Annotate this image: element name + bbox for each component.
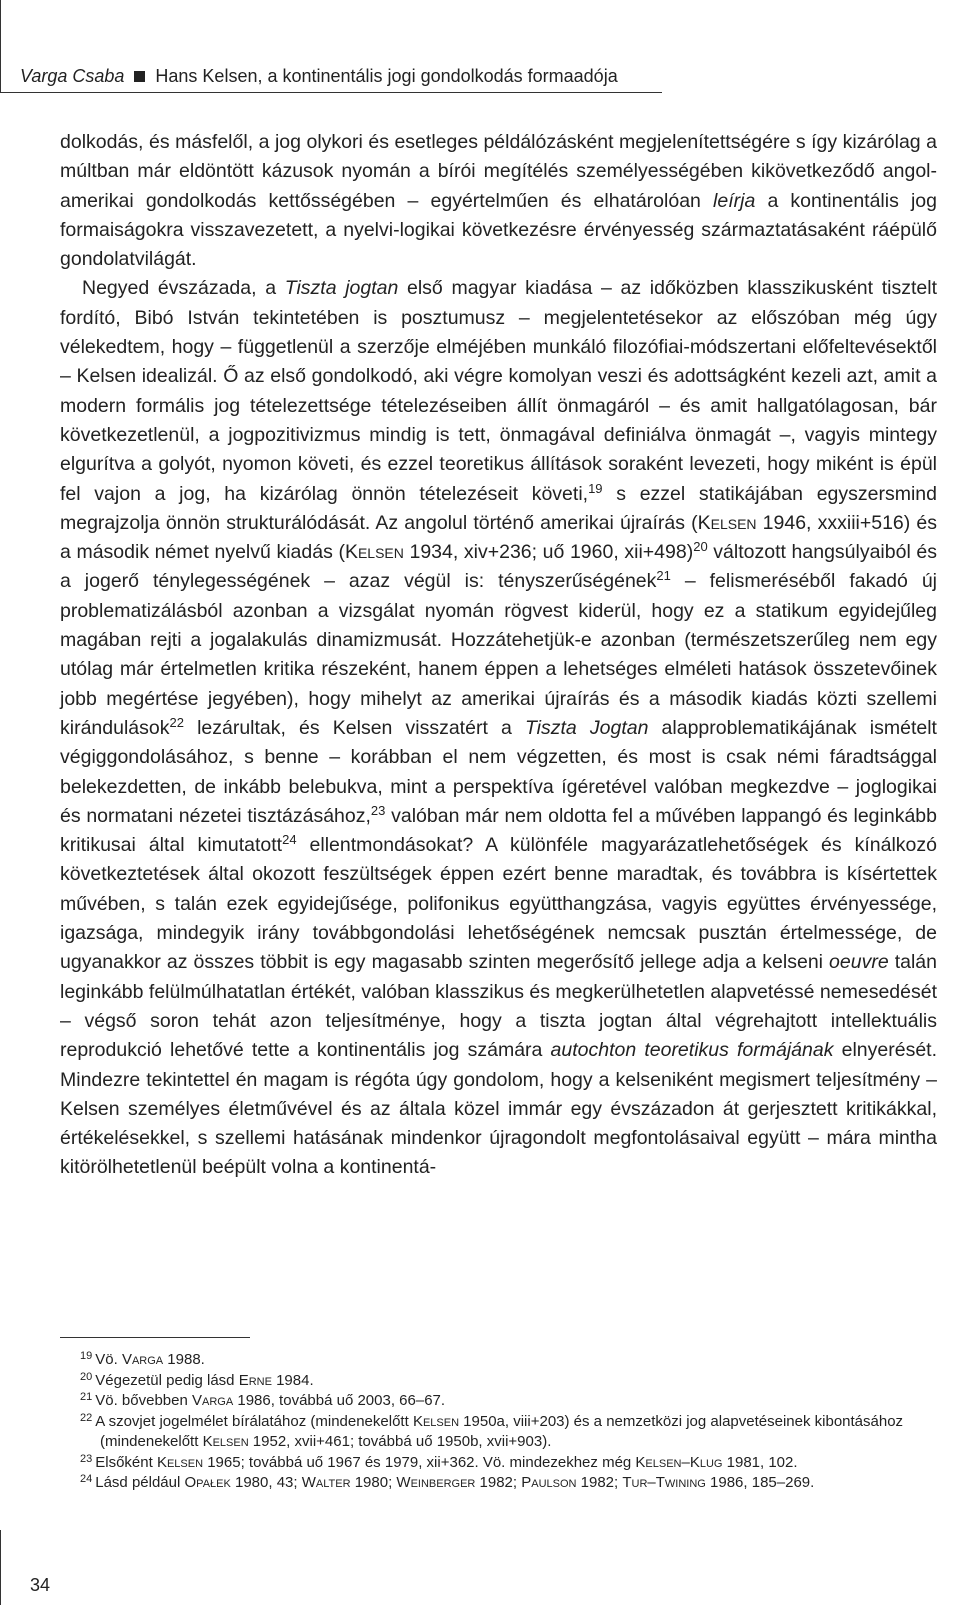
text-run: első magyar kiadása – az időközben klasszikusként tisztelt fordító, Bibó István tekintetében is posztumusz – megjelentetésekor az előszóban még úgy vélekedtem, hogy – függetlenül a szerzője elméjében munkáló filozófiai-módszertani előfeltevésektől – Kelsen idealizál. Ő az első gondolkodó, aki végre komolyan veszi és adottságként kezeli azt, amit a modern formális jog tételezettsége tételezéseiben állít önmagáról – és amit hallgatólagosan, bár következetlenül, a jogpozitivizmus mindig is tett, önmagával definiálva önmagát –, vagyis mintegy elgurítva a golyót, nyomon követi, és ezzel teoretikus állítások soraként levezeti, hogy miként is épül fel vajon a jog, ha kizárólag önnön tételezéseit követi,	[60, 277, 937, 505]
footnote-ref-20[interactable]: 20	[693, 539, 708, 555]
text-run: változott hangsúlyaiból és a jogerő ténylegességének – azaz végül is: tényszerűségének	[60, 541, 937, 593]
footnote-ref-23[interactable]: 23	[370, 802, 386, 818]
header-title: Hans Kelsen, a kontinentális jogi gondolkodás formaadója	[155, 66, 618, 86]
footnote-ref-19[interactable]: 19	[588, 480, 603, 496]
text-run: s ezzel statikájában egyszersmind megrajzolja önnön strukturálódását. Az angolul történő amerikai újraírás (	[60, 482, 937, 534]
author-name: Kelsen	[344, 541, 404, 564]
text-run: 1952, xvii+461; továbbá uő 1950b, xvii+903).	[248, 1433, 552, 1450]
text-run: 1980;	[350, 1474, 397, 1491]
text-run: Elsőként	[95, 1453, 157, 1471]
author-name: Walter	[301, 1474, 351, 1491]
italic-run: leírja	[713, 189, 756, 212]
footnote-number: 20	[80, 1370, 93, 1383]
text-run: 1965; továbbá uő 1967 és 1979, xii+362. Vö. mindezekhez még	[203, 1453, 636, 1471]
page-frame-left-bottom	[0, 1530, 1, 1605]
author-name: Varga	[121, 1351, 164, 1368]
footnote-19	[80, 1350, 937, 1371]
text-run: 1986, továbbá uő 2003, 66–67.	[233, 1392, 446, 1409]
text-run: Vö. bővebben	[95, 1392, 192, 1409]
author-name: Opałek	[184, 1474, 231, 1491]
author-name: Kelsen	[412, 1412, 460, 1430]
author-name: Kelsen	[697, 511, 757, 534]
text-run: 1980, 43;	[230, 1474, 302, 1491]
text-run: Lásd például	[95, 1474, 185, 1491]
author-name: Kelsen	[202, 1433, 249, 1450]
text-run: 1946, xxxiii+516) és a második német nyelvű kiadás (	[60, 511, 937, 564]
text-run: 1984.	[271, 1371, 314, 1389]
text-run: Negyed évszázada, a	[82, 277, 285, 300]
author-name: Weinberger	[396, 1474, 476, 1491]
paragraph-2	[60, 274, 937, 1182]
footnote-ref-22[interactable]: 22	[169, 714, 184, 730]
italic-run: Tiszta Jogtan	[524, 716, 649, 739]
footnote-22	[80, 1412, 937, 1453]
text-run: alapproblematikájának ismételt végiggondolásához, s benne – korábban el nem végzetten, és most is csak némi fáradtsággal belekezdetten, de inkább belebukva, mint a perspektíva ígéretével valóban megkezdve – joglogikai és normatani nézetei tisztázásához,	[60, 716, 937, 827]
footnotes	[80, 1350, 937, 1494]
footnote-number: 19	[80, 1350, 93, 1362]
italic-run: autochton teoretikus formájának	[550, 1039, 834, 1062]
text-run: 1986, 185–269.	[705, 1474, 815, 1491]
footnote-number: 23	[80, 1452, 93, 1465]
footnote-rule	[60, 1337, 250, 1338]
body-text	[60, 128, 937, 1183]
text-run: talán leginkább felülmúlhatatlan értékét, valóban klasszikus és megkerülhetetlen alapvetéssé nemesedését – végső soron tehát azon teljesítménye, hogy a tiszta jogtan által végrehajtott intellektuális reprodukció lehetővé tette a kontinentális jog számára	[60, 951, 937, 1062]
square-bullet-icon	[134, 71, 145, 82]
text-run: 1982;	[475, 1474, 522, 1491]
footnote-21	[80, 1391, 937, 1412]
page-number: 34	[30, 1575, 51, 1595]
header-rule	[0, 92, 662, 93]
text-run: ellentmondásokat? A különféle magyarázatlehetőségek és kínálkozó következtetések által okozott feszültségek éppen ezért benne maradtak, és továbbra is kísértettek művében, s talán ezek egyidejűsége, polifonikus együtthangzása, vagyis együttes érvényessége, igazsága, mindegyik irány továbbgondolási lehetőségének nemcsak pusztán értelmessége, de ugyanakkor az összes többit is egy magasabb szinten megerősítő jellege adja a kelseni	[60, 834, 937, 974]
footnote-23	[80, 1453, 937, 1474]
author-name: Kelsen–Klug	[635, 1453, 723, 1471]
footnote-number: 21	[80, 1391, 93, 1403]
footnote-number: 22	[80, 1411, 93, 1424]
italic-run: Tiszta jogtan	[284, 277, 399, 300]
italic-run: oeuvre	[829, 951, 889, 974]
text-run: a kontinentális jog formaiságokra visszavezetett, a nyelvi-logikai következésre érvényesség származtatásaként ráépülő gondolatvilágát.	[60, 189, 937, 271]
footnote-20	[80, 1371, 937, 1392]
author-name: Tur–Twining	[622, 1474, 706, 1491]
text-run: A szovjet jogelmélet bírálatához (mindenekelőtt	[95, 1412, 413, 1430]
author-name: Kelsen	[156, 1453, 204, 1471]
text-run: 1934, xiv+236; uő 1960, xii+498)	[403, 541, 694, 564]
text-run: 1981, 102.	[722, 1453, 798, 1471]
text-run: dolkodás, és másfelől, a jog olykori és esetleges példálózásként megjelenítettségére s így kizárólag a múltban már eldöntött kázusok nyomán a bírói megítélés személyességében kikövetkeződő angol-amerikai gondolkodás kettősségében – egyértelműen és elhatárolóan	[60, 131, 937, 212]
header-author: Varga Csaba	[20, 66, 125, 86]
text-run: Végezetül pedig lásd	[95, 1371, 239, 1389]
footnote-ref-21[interactable]: 21	[656, 568, 671, 584]
author-name: Varga	[192, 1392, 234, 1409]
text-run: lezárultak, és Kelsen visszatért a	[183, 716, 525, 739]
text-run: elnyerését. Mindezre tekintettel én magam is régóta úgy gondolom, hogy a kelseniként megismert teljesítmény – Kelsen személyes életművével és az általa közel immár egy évszázadon át gerjesztett kritikákkal, értékelésekkel, s szellemi hatásának mindenkor újragondolt megfontolásaival együtt – mára mintha kitörölhetetlenül beépült volna a kontinentá-	[60, 1039, 938, 1179]
author-name: Erne	[238, 1371, 272, 1389]
footnote-ref-24[interactable]: 24	[282, 832, 297, 848]
paragraph-1	[60, 128, 937, 274]
footnote-number: 24	[80, 1473, 93, 1485]
text-run: 1950a, viii+203) és a nemzetközi jog alapvetéseinek kibontásához (mindenekelőtt	[100, 1412, 904, 1450]
running-header	[20, 66, 618, 87]
text-run: 1982;	[576, 1474, 623, 1491]
text-run: Vö.	[95, 1351, 122, 1368]
page-frame-left	[0, 0, 1, 92]
footnote-24	[80, 1473, 937, 1494]
author-name: Paulson	[521, 1474, 577, 1491]
text-run: valóban már nem oldotta fel a művében lappangó és leginkább kritikusai által kimutatott	[60, 804, 937, 857]
text-run: – felismeréséből fakadó új problematizálásból azonban a vizsgálat nyomán rögvest kiderül, hogy ez a statikum egyidejűleg magában rejti a jogalakulás dinamizmusát. Hozzátehetjük-e azonban (természetszerűleg nem egy utólag már értelmetlen kritika részeként, hanem éppen a lehetséges elméleti hatások összetevőinek jobb megértése jegyében), hogy mihelyt az amerikai újraírás és a második kiadás közti szellemi kirándulások	[60, 570, 938, 739]
text-run: 1988.	[163, 1351, 205, 1368]
